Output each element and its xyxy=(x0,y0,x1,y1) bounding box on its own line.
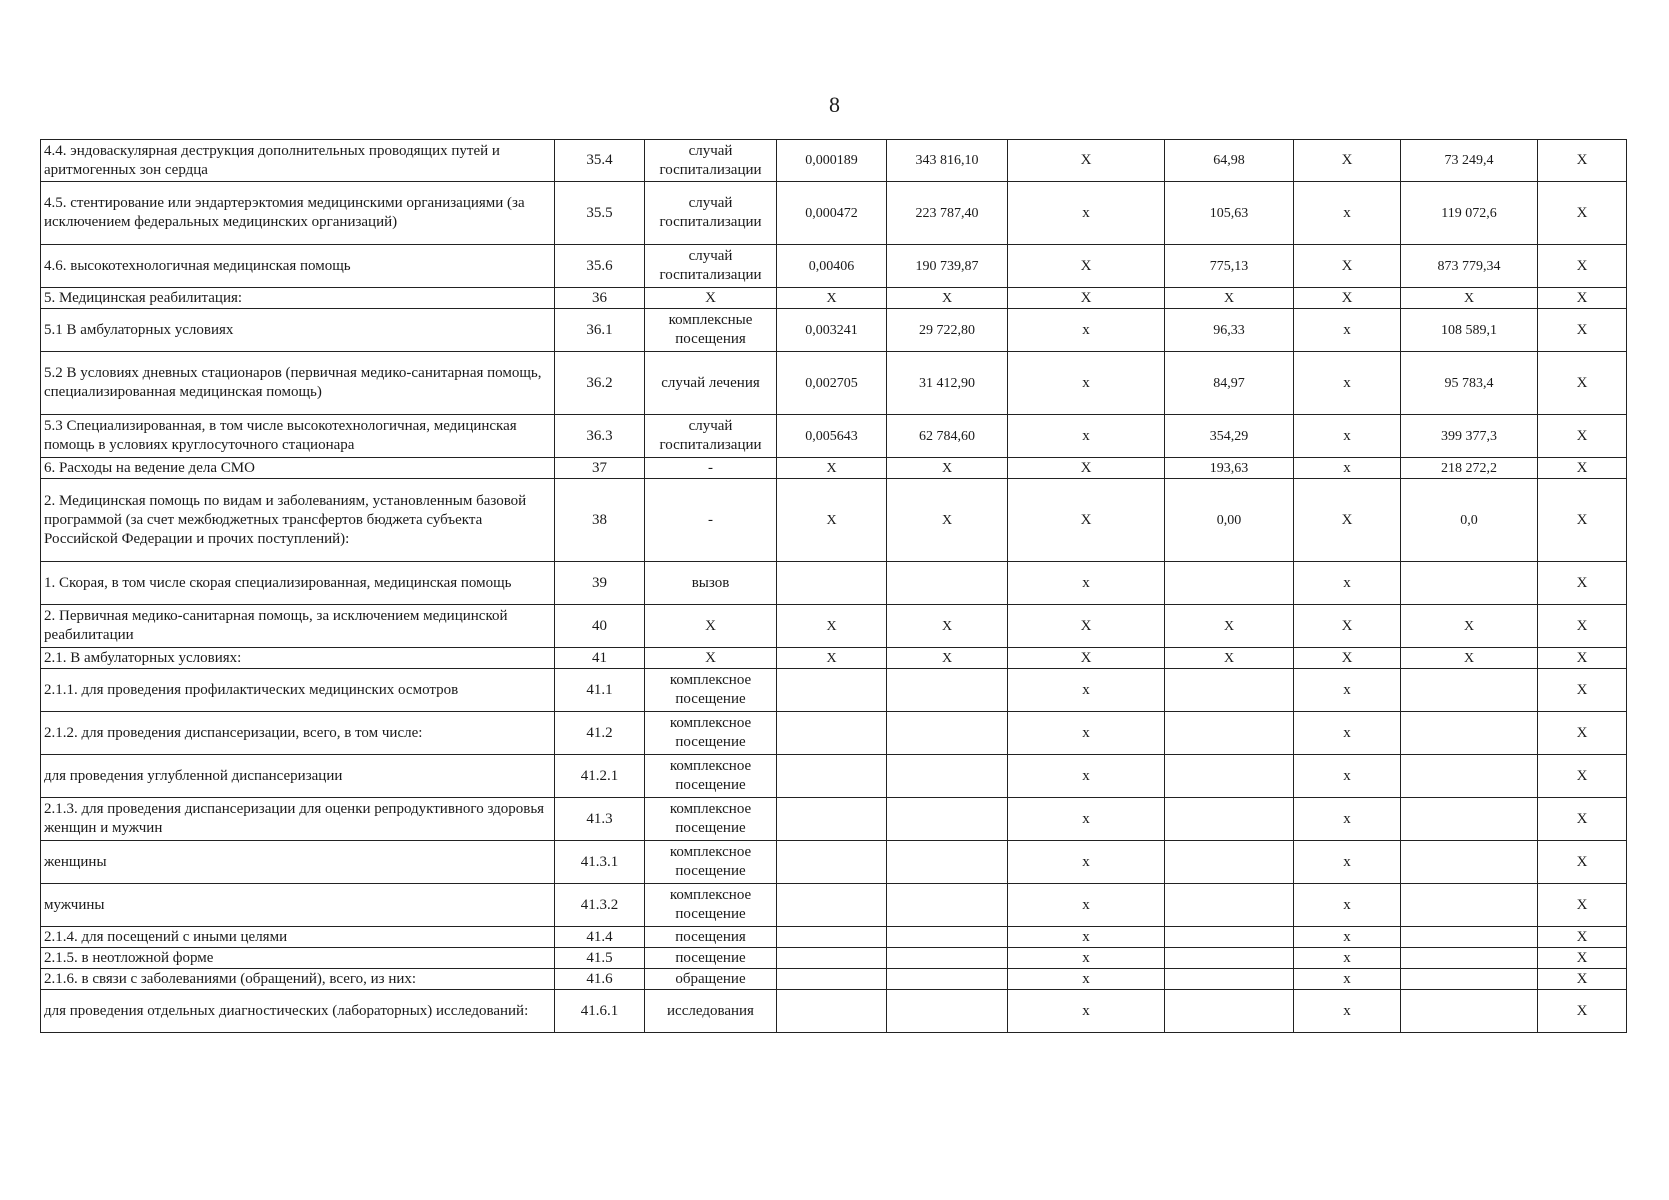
col10-cell: X xyxy=(1538,479,1627,562)
row-name-cell: 2.1.4. для посещений с иными целями xyxy=(41,927,555,948)
row-code-cell: 41.6.1 xyxy=(555,990,645,1033)
col4-cell xyxy=(777,562,887,605)
col10-cell: X xyxy=(1538,755,1627,798)
col10-cell: X xyxy=(1538,458,1627,479)
col5-cell: X xyxy=(887,288,1008,309)
table-body xyxy=(41,140,1627,1033)
row-name-cell: для проведения отдельных диагностических (лабораторных) исследований: xyxy=(41,990,555,1033)
row-unit-cell: комплексное посещение xyxy=(645,841,777,884)
col8-cell: X xyxy=(1294,479,1401,562)
row-name-cell: мужчины xyxy=(41,884,555,927)
col9-cell xyxy=(1401,669,1538,712)
col8-cell: x xyxy=(1294,798,1401,841)
table-row xyxy=(41,990,1627,1033)
col8-cell: x xyxy=(1294,309,1401,352)
col4-cell xyxy=(777,969,887,990)
col6-cell: x xyxy=(1008,755,1165,798)
col9-cell: 399 377,3 xyxy=(1401,415,1538,458)
row-code-cell: 39 xyxy=(555,562,645,605)
col9-cell: X xyxy=(1401,648,1538,669)
row-name-cell: 5.3 Специализированная, в том числе высокотехнологичная, медицинская помощь в условиях круглосуточного стационара xyxy=(41,415,555,458)
col6-cell: X xyxy=(1008,288,1165,309)
table-row xyxy=(41,884,1627,927)
col4-cell: X xyxy=(777,648,887,669)
col5-cell: 29 722,80 xyxy=(887,309,1008,352)
row-code-cell: 41.4 xyxy=(555,927,645,948)
row-code-cell: 41 xyxy=(555,648,645,669)
col10-cell: X xyxy=(1538,245,1627,288)
col5-cell xyxy=(887,969,1008,990)
col4-cell xyxy=(777,755,887,798)
col9-cell xyxy=(1401,990,1538,1033)
col7-cell: 193,63 xyxy=(1165,458,1294,479)
row-name-cell: 2. Первичная медико-санитарная помощь, за исключением медицинской реабилитации xyxy=(41,605,555,648)
row-code-cell: 41.3.2 xyxy=(555,884,645,927)
table-row xyxy=(41,605,1627,648)
col7-cell xyxy=(1165,990,1294,1033)
row-unit-cell: комплексное посещение xyxy=(645,669,777,712)
col5-cell: 223 787,40 xyxy=(887,182,1008,245)
col5-cell xyxy=(887,712,1008,755)
col8-cell: x xyxy=(1294,884,1401,927)
col7-cell: 0,00 xyxy=(1165,479,1294,562)
row-code-cell: 35.4 xyxy=(555,140,645,182)
col6-cell: X xyxy=(1008,648,1165,669)
col10-cell: X xyxy=(1538,841,1627,884)
col8-cell: x xyxy=(1294,669,1401,712)
col7-cell: 64,98 xyxy=(1165,140,1294,182)
col7-cell xyxy=(1165,562,1294,605)
col7-cell xyxy=(1165,798,1294,841)
col8-cell: x xyxy=(1294,712,1401,755)
col7-cell: 105,63 xyxy=(1165,182,1294,245)
col6-cell: x xyxy=(1008,969,1165,990)
col6-cell: X xyxy=(1008,479,1165,562)
row-name-cell: 6. Расходы на ведение дела СМО xyxy=(41,458,555,479)
row-name-cell: 4.5. стентирование или эндартерэктомия медицинскими организациями (за исключением федеральных медицинских организаций) xyxy=(41,182,555,245)
row-unit-cell: комплексное посещение xyxy=(645,798,777,841)
col4-cell: 0,002705 xyxy=(777,352,887,415)
col7-cell: X xyxy=(1165,648,1294,669)
row-unit-cell: комплексные посещения xyxy=(645,309,777,352)
col9-cell xyxy=(1401,841,1538,884)
row-name-cell: 5. Медицинская реабилитация: xyxy=(41,288,555,309)
col4-cell xyxy=(777,884,887,927)
col4-cell: 0,005643 xyxy=(777,415,887,458)
col4-cell xyxy=(777,948,887,969)
col9-cell: 73 249,4 xyxy=(1401,140,1538,182)
col8-cell: x xyxy=(1294,969,1401,990)
table-row xyxy=(41,798,1627,841)
col4-cell xyxy=(777,712,887,755)
row-name-cell: 2.1.6. в связи с заболеваниями (обращений), всего, из них: xyxy=(41,969,555,990)
row-code-cell: 35.5 xyxy=(555,182,645,245)
row-unit-cell: случай госпитализации xyxy=(645,415,777,458)
row-unit-cell: - xyxy=(645,479,777,562)
row-unit-cell: посещение xyxy=(645,948,777,969)
col7-cell xyxy=(1165,969,1294,990)
col9-cell: 119 072,6 xyxy=(1401,182,1538,245)
col10-cell: X xyxy=(1538,562,1627,605)
col8-cell: X xyxy=(1294,245,1401,288)
row-code-cell: 37 xyxy=(555,458,645,479)
col5-cell xyxy=(887,884,1008,927)
col8-cell: X xyxy=(1294,605,1401,648)
col9-cell xyxy=(1401,948,1538,969)
col9-cell: 108 589,1 xyxy=(1401,309,1538,352)
col5-cell xyxy=(887,927,1008,948)
col6-cell: x xyxy=(1008,669,1165,712)
row-unit-cell: обращение xyxy=(645,969,777,990)
col9-cell xyxy=(1401,927,1538,948)
col5-cell: X xyxy=(887,479,1008,562)
table-row xyxy=(41,352,1627,415)
col8-cell: x xyxy=(1294,990,1401,1033)
col10-cell: X xyxy=(1538,884,1627,927)
col9-cell: 218 272,2 xyxy=(1401,458,1538,479)
row-name-cell: женщины xyxy=(41,841,555,884)
col9-cell xyxy=(1401,884,1538,927)
col5-cell: 343 816,10 xyxy=(887,140,1008,182)
table-row xyxy=(41,648,1627,669)
col6-cell: x xyxy=(1008,948,1165,969)
row-code-cell: 41.3.1 xyxy=(555,841,645,884)
col6-cell: x xyxy=(1008,990,1165,1033)
col6-cell: x xyxy=(1008,309,1165,352)
row-name-cell: 2.1.3. для проведения диспансеризации для оценки репродуктивного здоровья женщин и мужчин xyxy=(41,798,555,841)
col6-cell: x xyxy=(1008,182,1165,245)
col8-cell: x xyxy=(1294,415,1401,458)
col8-cell: X xyxy=(1294,140,1401,182)
row-code-cell: 41.2 xyxy=(555,712,645,755)
col8-cell: x xyxy=(1294,948,1401,969)
table-row xyxy=(41,927,1627,948)
row-name-cell: 2.1. В амбулаторных условиях: xyxy=(41,648,555,669)
col6-cell: x xyxy=(1008,712,1165,755)
row-name-cell: 4.4. эндоваскулярная деструкция дополнительных проводящих путей и аритмогенных зон сердца xyxy=(41,140,555,182)
table-row xyxy=(41,948,1627,969)
row-unit-cell: X xyxy=(645,648,777,669)
row-name-cell: 4.6. высокотехнологичная медицинская помощь xyxy=(41,245,555,288)
col6-cell: x xyxy=(1008,562,1165,605)
col8-cell: x xyxy=(1294,458,1401,479)
col6-cell: X xyxy=(1008,140,1165,182)
col5-cell xyxy=(887,755,1008,798)
row-unit-cell: исследования xyxy=(645,990,777,1033)
col7-cell: X xyxy=(1165,605,1294,648)
col5-cell xyxy=(887,562,1008,605)
col7-cell: 354,29 xyxy=(1165,415,1294,458)
row-code-cell: 41.5 xyxy=(555,948,645,969)
col5-cell xyxy=(887,798,1008,841)
row-code-cell: 40 xyxy=(555,605,645,648)
row-code-cell: 41.3 xyxy=(555,798,645,841)
row-unit-cell: комплексное посещение xyxy=(645,755,777,798)
row-code-cell: 36.3 xyxy=(555,415,645,458)
col4-cell xyxy=(777,841,887,884)
col10-cell: X xyxy=(1538,288,1627,309)
col4-cell: 0,000189 xyxy=(777,140,887,182)
col6-cell: X xyxy=(1008,458,1165,479)
row-code-cell: 41.6 xyxy=(555,969,645,990)
col10-cell: X xyxy=(1538,415,1627,458)
row-unit-cell: вызов xyxy=(645,562,777,605)
col7-cell xyxy=(1165,948,1294,969)
table-row xyxy=(41,182,1627,245)
row-name-cell: 2. Медицинская помощь по видам и заболеваниям, установленным базовой программой (за счет межбюджетных трансфертов бюджета субъекта Российской Федерации и прочих поступлений): xyxy=(41,479,555,562)
col5-cell: X xyxy=(887,605,1008,648)
col7-cell xyxy=(1165,841,1294,884)
table-row xyxy=(41,309,1627,352)
table-row xyxy=(41,969,1627,990)
row-name-cell: 2.1.1. для проведения профилактических медицинских осмотров xyxy=(41,669,555,712)
col4-cell xyxy=(777,990,887,1033)
col4-cell: 0,000472 xyxy=(777,182,887,245)
row-unit-cell: посещения xyxy=(645,927,777,948)
col10-cell: X xyxy=(1538,352,1627,415)
col10-cell: X xyxy=(1538,990,1627,1033)
col4-cell: 0,00406 xyxy=(777,245,887,288)
row-unit-cell: - xyxy=(645,458,777,479)
table-row xyxy=(41,841,1627,884)
col4-cell xyxy=(777,927,887,948)
row-unit-cell: случай госпитализации xyxy=(645,245,777,288)
col10-cell: X xyxy=(1538,948,1627,969)
col5-cell: 62 784,60 xyxy=(887,415,1008,458)
col6-cell: x xyxy=(1008,415,1165,458)
col8-cell: x xyxy=(1294,841,1401,884)
row-name-cell: 5.2 В условиях дневных стационаров (первичная медико-санитарная помощь, специализированная медицинская помощь) xyxy=(41,352,555,415)
col4-cell xyxy=(777,669,887,712)
col6-cell: x xyxy=(1008,884,1165,927)
table-row xyxy=(41,140,1627,182)
col4-cell: X xyxy=(777,479,887,562)
col10-cell: X xyxy=(1538,669,1627,712)
row-unit-cell: случай лечения xyxy=(645,352,777,415)
col4-cell: X xyxy=(777,458,887,479)
col10-cell: X xyxy=(1538,309,1627,352)
col4-cell: 0,003241 xyxy=(777,309,887,352)
col5-cell: X xyxy=(887,648,1008,669)
table-row xyxy=(41,669,1627,712)
data-table xyxy=(40,139,1627,1033)
table-row xyxy=(41,479,1627,562)
col5-cell xyxy=(887,990,1008,1033)
col10-cell: X xyxy=(1538,140,1627,182)
row-name-cell: для проведения углубленной диспансеризации xyxy=(41,755,555,798)
col5-cell: X xyxy=(887,458,1008,479)
col8-cell: X xyxy=(1294,288,1401,309)
row-code-cell: 36.2 xyxy=(555,352,645,415)
col5-cell: 190 739,87 xyxy=(887,245,1008,288)
row-code-cell: 36 xyxy=(555,288,645,309)
table-row xyxy=(41,712,1627,755)
col7-cell xyxy=(1165,755,1294,798)
col8-cell: x xyxy=(1294,927,1401,948)
row-code-cell: 38 xyxy=(555,479,645,562)
col6-cell: X xyxy=(1008,605,1165,648)
row-unit-cell: X xyxy=(645,605,777,648)
col9-cell xyxy=(1401,755,1538,798)
col9-cell xyxy=(1401,798,1538,841)
row-code-cell: 36.1 xyxy=(555,309,645,352)
col9-cell xyxy=(1401,562,1538,605)
col8-cell: x xyxy=(1294,755,1401,798)
row-unit-cell: X xyxy=(645,288,777,309)
table-row xyxy=(41,288,1627,309)
col6-cell: X xyxy=(1008,245,1165,288)
col10-cell: X xyxy=(1538,605,1627,648)
row-unit-cell: случай госпитализации xyxy=(645,182,777,245)
col10-cell: X xyxy=(1538,648,1627,669)
col8-cell: x xyxy=(1294,352,1401,415)
col7-cell: 84,97 xyxy=(1165,352,1294,415)
col6-cell: x xyxy=(1008,927,1165,948)
row-name-cell: 2.1.2. для проведения диспансеризации, всего, в том числе: xyxy=(41,712,555,755)
col4-cell: X xyxy=(777,605,887,648)
col10-cell: X xyxy=(1538,927,1627,948)
table-row xyxy=(41,755,1627,798)
col6-cell: x xyxy=(1008,352,1165,415)
col7-cell xyxy=(1165,669,1294,712)
table-row xyxy=(41,415,1627,458)
page-number: 8 xyxy=(829,92,840,117)
col4-cell: X xyxy=(777,288,887,309)
table-row xyxy=(41,562,1627,605)
col9-cell: X xyxy=(1401,288,1538,309)
row-code-cell: 41.1 xyxy=(555,669,645,712)
table-row xyxy=(41,458,1627,479)
col7-cell xyxy=(1165,927,1294,948)
col5-cell xyxy=(887,841,1008,884)
row-unit-cell: комплексное посещение xyxy=(645,712,777,755)
row-name-cell: 2.1.5. в неотложной форме xyxy=(41,948,555,969)
col10-cell: X xyxy=(1538,798,1627,841)
col9-cell xyxy=(1401,712,1538,755)
row-unit-cell: случай госпитализации xyxy=(645,140,777,182)
col5-cell xyxy=(887,948,1008,969)
col9-cell: X xyxy=(1401,605,1538,648)
col7-cell xyxy=(1165,712,1294,755)
col8-cell: X xyxy=(1294,648,1401,669)
col5-cell xyxy=(887,669,1008,712)
col5-cell: 31 412,90 xyxy=(887,352,1008,415)
table-row xyxy=(41,245,1627,288)
row-unit-cell: комплексное посещение xyxy=(645,884,777,927)
col9-cell xyxy=(1401,969,1538,990)
col7-cell xyxy=(1165,884,1294,927)
col8-cell: x xyxy=(1294,562,1401,605)
col9-cell: 873 779,34 xyxy=(1401,245,1538,288)
row-code-cell: 35.6 xyxy=(555,245,645,288)
col9-cell: 95 783,4 xyxy=(1401,352,1538,415)
col4-cell xyxy=(777,798,887,841)
col10-cell: X xyxy=(1538,969,1627,990)
row-name-cell: 1. Скорая, в том числе скорая специализированная, медицинская помощь xyxy=(41,562,555,605)
col10-cell: X xyxy=(1538,182,1627,245)
col7-cell: X xyxy=(1165,288,1294,309)
col9-cell: 0,0 xyxy=(1401,479,1538,562)
col7-cell: 775,13 xyxy=(1165,245,1294,288)
col10-cell: X xyxy=(1538,712,1627,755)
col6-cell: x xyxy=(1008,798,1165,841)
row-code-cell: 41.2.1 xyxy=(555,755,645,798)
col7-cell: 96,33 xyxy=(1165,309,1294,352)
row-name-cell: 5.1 В амбулаторных условиях xyxy=(41,309,555,352)
col8-cell: x xyxy=(1294,182,1401,245)
col6-cell: x xyxy=(1008,841,1165,884)
